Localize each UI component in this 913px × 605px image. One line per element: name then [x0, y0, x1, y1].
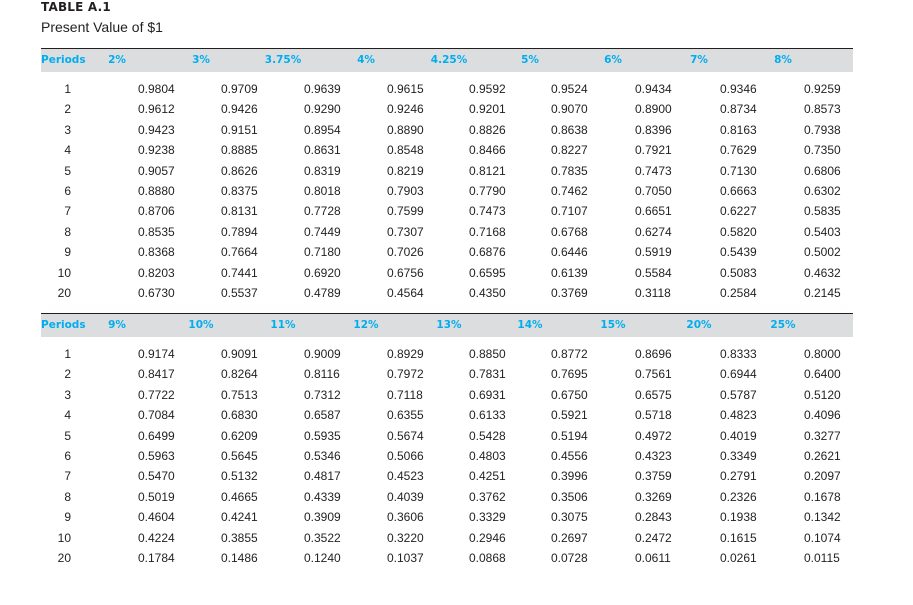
- table-row: [41, 405, 853, 425]
- value-cell: 0.7130: [720, 163, 757, 178]
- value-cell: 0.7790: [469, 184, 506, 198]
- value-cell: 0.4665: [221, 489, 258, 504]
- value-cell: 0.7831: [469, 367, 506, 382]
- period-cell: 8: [64, 224, 71, 239]
- value-cell: 0.5645: [221, 449, 258, 463]
- value-cell: 0.3277: [804, 428, 841, 443]
- rate-column-header: 7%: [690, 54, 708, 66]
- value-cell: 0.9426: [221, 102, 258, 117]
- rate-column-header: 12%: [353, 319, 379, 331]
- period-cell: 8: [64, 489, 71, 504]
- rate-column-header: 13%: [436, 319, 462, 331]
- rate-column-header: 5%: [521, 54, 539, 66]
- value-cell: 0.4564: [387, 286, 424, 300]
- value-cell: 0.7449: [304, 224, 341, 239]
- value-cell: 0.6876: [469, 245, 506, 260]
- value-cell: 0.1784: [138, 551, 175, 565]
- table-row: [41, 466, 853, 486]
- value-cell: 0.3349: [720, 449, 757, 463]
- value-cell: 0.6663: [720, 184, 757, 198]
- value-cell: 0.6830: [221, 408, 258, 423]
- value-cell: 0.2584: [720, 286, 757, 300]
- value-cell: 0.6400: [804, 367, 841, 382]
- period-cell: 7: [64, 204, 71, 219]
- value-cell: 0.2145: [804, 286, 841, 300]
- value-cell: 0.7473: [635, 163, 672, 178]
- value-cell: 0.7026: [387, 245, 424, 260]
- value-cell: 0.8631: [304, 143, 341, 158]
- rate-column-header: 4%: [357, 54, 375, 66]
- rate-column-header: 3.75%: [264, 54, 302, 66]
- value-cell: 0.8638: [551, 122, 588, 137]
- value-cell: 0.5132: [221, 469, 258, 484]
- value-cell: 0.6756: [387, 265, 424, 280]
- value-cell: 0.9524: [551, 82, 588, 96]
- value-cell: 0.7312: [304, 387, 341, 402]
- table-row: [41, 140, 853, 160]
- value-cell: 0.8203: [138, 265, 175, 280]
- rate-column-header: 15%: [600, 319, 626, 331]
- value-cell: 0.6920: [304, 265, 341, 280]
- value-cell: 0.6931: [469, 387, 506, 402]
- value-cell: 0.4251: [469, 469, 506, 484]
- value-cell: 0.8772: [551, 347, 588, 361]
- value-cell: 0.4039: [387, 489, 424, 504]
- value-cell: 0.1074: [804, 530, 841, 545]
- period-cell: 7: [64, 469, 71, 484]
- value-cell: 0.6730: [138, 286, 175, 300]
- table-label: TABLE A.1: [41, 0, 111, 14]
- value-cell: 0.4224: [138, 530, 175, 545]
- value-cell: 0.4632: [804, 265, 841, 280]
- value-cell: 0.2946: [469, 530, 506, 545]
- rate-column-header: 3%: [192, 54, 210, 66]
- period-cell: 4: [64, 408, 71, 423]
- value-cell: 0.6133: [469, 408, 506, 423]
- value-cell: 0.9174: [138, 347, 175, 361]
- value-cell: 0.3762: [469, 489, 506, 504]
- value-cell: 0.5921: [551, 408, 588, 423]
- value-cell: 0.5403: [804, 224, 841, 239]
- value-cell: 0.7168: [469, 224, 506, 239]
- table-row: [41, 283, 853, 303]
- table-row: [41, 507, 853, 527]
- value-cell: 0.7629: [720, 143, 757, 158]
- value-cell: 0.4019: [720, 428, 757, 443]
- value-cell: 0.5919: [635, 245, 672, 260]
- table-row: [41, 344, 853, 364]
- value-cell: 0.8626: [221, 163, 258, 178]
- value-cell: 0.8333: [720, 347, 757, 361]
- value-cell: 0.7462: [551, 184, 588, 198]
- value-cell: 0.8850: [469, 347, 506, 361]
- value-cell: 0.7107: [551, 204, 588, 219]
- rate-column-header: 6%: [604, 54, 622, 66]
- value-cell: 0.1037: [387, 551, 424, 565]
- value-cell: 0.5820: [720, 224, 757, 239]
- value-cell: 0.6944: [720, 367, 757, 382]
- value-cell: 0.6750: [551, 387, 588, 402]
- value-cell: 0.8929: [387, 347, 424, 361]
- period-cell: 9: [64, 510, 71, 525]
- value-cell: 0.5584: [635, 265, 672, 280]
- value-cell: 0.6209: [221, 428, 258, 443]
- value-cell: 0.5470: [138, 469, 175, 484]
- value-cell: 0.2697: [551, 530, 588, 545]
- value-cell: 0.1938: [720, 510, 757, 525]
- value-cell: 0.7350: [804, 143, 841, 158]
- value-cell: 0.0261: [720, 551, 757, 565]
- period-cell: 5: [64, 163, 71, 178]
- value-cell: 0.7441: [221, 265, 258, 280]
- value-cell: 0.8954: [304, 122, 341, 137]
- table-row: [41, 426, 853, 446]
- table-caption: Present Value of $1: [41, 19, 163, 35]
- value-cell: 0.1486: [221, 551, 258, 565]
- value-cell: 0.1240: [304, 551, 341, 565]
- value-cell: 0.8018: [304, 184, 341, 198]
- value-cell: 0.6806: [804, 163, 841, 178]
- value-cell: 0.9070: [551, 102, 588, 117]
- period-cell: 10: [57, 530, 71, 545]
- value-cell: 0.4523: [387, 469, 424, 484]
- value-cell: 0.6595: [469, 265, 506, 280]
- value-cell: 0.4604: [138, 510, 175, 525]
- value-cell: 0.5674: [387, 428, 424, 443]
- period-cell: 4: [64, 143, 71, 158]
- value-cell: 0.6575: [635, 387, 672, 402]
- value-cell: 0.4803: [469, 449, 506, 463]
- value-cell: 0.9434: [635, 82, 672, 96]
- rate-column-header: 8%: [774, 54, 792, 66]
- value-cell: 0.6587: [304, 408, 341, 423]
- value-cell: 0.9259: [804, 82, 841, 96]
- table-row: [41, 181, 853, 201]
- value-cell: 0.2326: [720, 489, 757, 504]
- value-cell: 0.5120: [804, 387, 841, 402]
- value-cell: 0.8734: [720, 102, 757, 117]
- table-row: [41, 120, 853, 140]
- period-cell: 20: [57, 286, 71, 300]
- value-cell: 0.2843: [635, 510, 672, 525]
- value-cell: 0.6227: [720, 204, 757, 219]
- value-cell: 0.5019: [138, 489, 175, 504]
- value-cell: 0.8890: [387, 122, 424, 137]
- table-row: [41, 446, 853, 466]
- value-cell: 0.9151: [221, 122, 258, 137]
- value-cell: 0.3506: [551, 489, 588, 504]
- value-cell: 0.7180: [304, 245, 341, 260]
- period-cell: 2: [64, 367, 71, 382]
- value-cell: 0.3075: [551, 510, 588, 525]
- rate-column-header: 20%: [686, 319, 712, 331]
- value-cell: 0.7118: [387, 387, 423, 402]
- value-cell: 0.8466: [469, 143, 506, 158]
- value-cell: 0.2791: [720, 469, 757, 484]
- table-row: [41, 79, 853, 99]
- value-cell: 0.9709: [221, 82, 258, 96]
- value-cell: 0.7513: [221, 387, 258, 402]
- rate-column-header: 11%: [270, 319, 296, 331]
- value-cell: 0.8548: [387, 143, 424, 158]
- value-cell: 0.1615: [720, 530, 757, 545]
- value-cell: 0.6768: [551, 224, 588, 239]
- value-cell: 0.1342: [804, 510, 841, 525]
- period-cell: 10: [57, 265, 71, 280]
- value-cell: 0.2097: [804, 469, 841, 484]
- value-cell: 0.8826: [469, 122, 506, 137]
- value-cell: 0.8706: [138, 204, 175, 219]
- value-cell: 0.4350: [469, 286, 506, 300]
- value-cell: 0.9201: [469, 102, 506, 117]
- value-cell: 0.7664: [221, 245, 258, 260]
- column-header-row: [41, 48, 853, 72]
- value-cell: 0.3855: [221, 530, 258, 545]
- value-cell: 0.9423: [138, 122, 175, 137]
- value-cell: 0.9091: [221, 347, 258, 361]
- value-cell: 0.7561: [635, 367, 672, 382]
- period-cell: 6: [64, 449, 71, 463]
- value-cell: 0.8000: [804, 347, 841, 361]
- rate-column-header: 10%: [188, 319, 214, 331]
- value-cell: 0.6355: [387, 408, 424, 423]
- value-cell: 0.8121: [469, 163, 506, 178]
- value-cell: 0.8396: [635, 122, 672, 137]
- value-cell: 0.8880: [138, 184, 175, 198]
- value-cell: 0.7835: [551, 163, 588, 178]
- value-cell: 0.3329: [469, 510, 506, 525]
- value-cell: 0.0728: [551, 551, 588, 565]
- value-cell: 0.5963: [138, 449, 175, 463]
- rate-column-header: 2%: [108, 54, 126, 66]
- value-cell: 0.2621: [804, 449, 841, 463]
- rate-column-header: 9%: [108, 319, 126, 331]
- value-cell: 0.4556: [551, 449, 588, 463]
- value-cell: 0.7307: [387, 224, 424, 239]
- value-cell: 0.6446: [551, 245, 588, 260]
- value-cell: 0.7084: [138, 408, 175, 423]
- value-cell: 0.0868: [469, 551, 506, 565]
- value-cell: 0.4096: [804, 408, 841, 423]
- table-panel-2: [41, 313, 853, 573]
- value-cell: 0.5787: [720, 387, 757, 402]
- value-cell: 0.3118: [635, 286, 671, 300]
- value-cell: 0.7938: [804, 122, 841, 137]
- value-cell: 0.3759: [635, 469, 672, 484]
- periods-column-header: Periods: [41, 319, 86, 331]
- value-cell: 0.4789: [304, 286, 341, 300]
- value-cell: 0.8116: [304, 367, 340, 382]
- table-row: [41, 548, 853, 568]
- value-cell: 0.9615: [387, 82, 424, 96]
- value-cell: 0.7695: [551, 367, 588, 382]
- value-cell: 0.3909: [304, 510, 341, 525]
- value-cell: 0.4823: [720, 408, 757, 423]
- value-cell: 0.5835: [804, 204, 841, 219]
- value-cell: 0.9057: [138, 163, 175, 178]
- value-cell: 0.4323: [635, 449, 672, 463]
- value-cell: 0.8264: [221, 367, 258, 382]
- value-cell: 0.0611: [635, 551, 671, 565]
- rate-column-header: 4.25%: [430, 54, 468, 66]
- value-cell: 0.8219: [387, 163, 424, 178]
- value-cell: 0.8885: [221, 143, 258, 158]
- value-cell: 0.7473: [469, 204, 506, 219]
- value-cell: 0.5346: [304, 449, 341, 463]
- value-cell: 0.5428: [469, 428, 506, 443]
- value-cell: 0.8535: [138, 224, 175, 239]
- value-cell: 0.8131: [221, 204, 258, 219]
- period-cell: 3: [64, 387, 71, 402]
- table-row: [41, 364, 853, 384]
- value-cell: 0.7903: [387, 184, 424, 198]
- value-cell: 0.9346: [720, 82, 757, 96]
- value-cell: 0.7050: [635, 184, 672, 198]
- value-cell: 0.5002: [804, 245, 841, 260]
- value-cell: 0.9612: [138, 102, 175, 117]
- value-cell: 0.6651: [635, 204, 672, 219]
- period-cell: 20: [57, 551, 71, 565]
- value-cell: 0.5718: [635, 408, 672, 423]
- period-cell: 3: [64, 122, 71, 137]
- table-panel-1: [41, 48, 853, 308]
- period-cell: 1: [64, 82, 71, 96]
- value-cell: 0.3522: [304, 530, 341, 545]
- value-cell: 0.4817: [304, 469, 341, 484]
- period-cell: 6: [64, 184, 71, 198]
- value-cell: 0.3769: [551, 286, 588, 300]
- value-cell: 0.6499: [138, 428, 175, 443]
- value-cell: 0.9290: [304, 102, 341, 117]
- value-cell: 0.5066: [387, 449, 424, 463]
- value-cell: 0.5439: [720, 245, 757, 260]
- value-cell: 0.0115: [804, 551, 840, 565]
- value-cell: 0.5194: [551, 428, 588, 443]
- rate-column-header: 25%: [770, 319, 796, 331]
- value-cell: 0.7728: [304, 204, 341, 219]
- value-cell: 0.6139: [551, 265, 588, 280]
- value-cell: 0.8368: [138, 245, 175, 260]
- value-cell: 0.5935: [304, 428, 341, 443]
- table-row: [41, 242, 853, 262]
- value-cell: 0.8900: [635, 102, 672, 117]
- period-cell: 9: [64, 245, 71, 260]
- value-cell: 0.9009: [304, 347, 341, 361]
- value-cell: 0.3996: [551, 469, 588, 484]
- value-cell: 0.9238: [138, 143, 175, 158]
- table-row: [41, 99, 853, 119]
- period-cell: 5: [64, 428, 71, 443]
- period-cell: 1: [64, 347, 71, 361]
- value-cell: 0.4972: [635, 428, 672, 443]
- value-cell: 0.8319: [304, 163, 341, 178]
- value-cell: 0.8163: [720, 122, 757, 137]
- period-cell: 2: [64, 102, 71, 117]
- periods-column-header: Periods: [41, 54, 86, 66]
- rate-column-header: 14%: [517, 319, 543, 331]
- value-cell: 0.6302: [804, 184, 841, 198]
- value-cell: 0.3606: [387, 510, 424, 525]
- value-cell: 0.4339: [304, 489, 341, 504]
- table-row: [41, 528, 853, 548]
- value-cell: 0.1678: [804, 489, 841, 504]
- table-row: [41, 201, 853, 221]
- value-cell: 0.5083: [720, 265, 757, 280]
- value-cell: 0.8375: [221, 184, 258, 198]
- value-cell: 0.6274: [635, 224, 672, 239]
- table-row: [41, 385, 853, 405]
- value-cell: 0.9592: [469, 82, 506, 96]
- value-cell: 0.7894: [221, 224, 258, 239]
- value-cell: 0.9639: [304, 82, 341, 96]
- value-cell: 0.8573: [804, 102, 841, 117]
- value-cell: 0.7972: [387, 367, 424, 382]
- value-cell: 0.9804: [138, 82, 175, 96]
- table-row: [41, 263, 853, 283]
- value-cell: 0.8696: [635, 347, 672, 361]
- value-cell: 0.3220: [387, 530, 424, 545]
- value-cell: 0.7722: [138, 387, 175, 402]
- table-row: [41, 161, 853, 181]
- value-cell: 0.7599: [387, 204, 424, 219]
- value-cell: 0.7921: [635, 143, 672, 158]
- column-header-row: [41, 313, 853, 337]
- value-cell: 0.8227: [551, 143, 588, 158]
- value-cell: 0.9246: [387, 102, 424, 117]
- table-row: [41, 487, 853, 507]
- value-cell: 0.8417: [138, 367, 175, 382]
- value-cell: 0.3269: [635, 489, 672, 504]
- value-cell: 0.5537: [221, 286, 258, 300]
- value-cell: 0.4241: [221, 510, 258, 525]
- value-cell: 0.2472: [635, 530, 672, 545]
- table-row: [41, 222, 853, 242]
